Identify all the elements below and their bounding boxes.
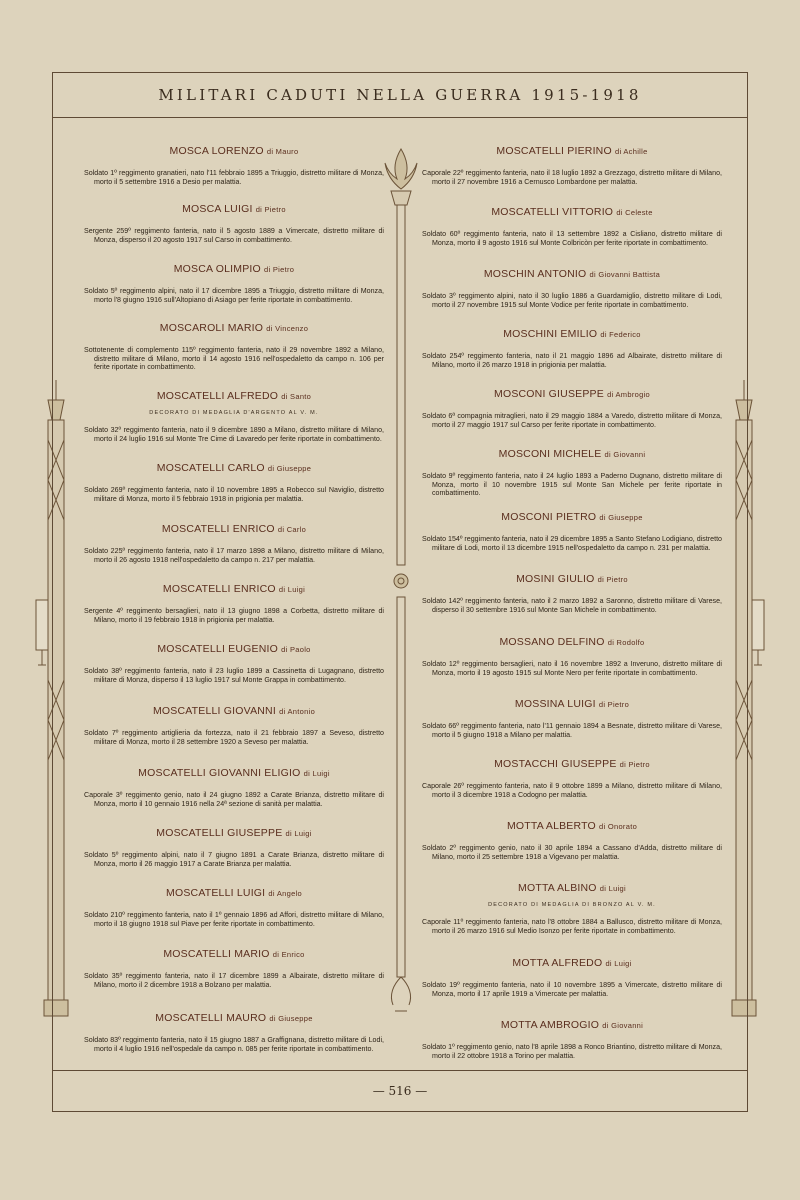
entry-text: Soldato 38º reggimento fanteria, nato il 23 luglio 1899 a Cassinetta di Lugagnano, distretto militare di Monza, disperso il 13 luglio 1917 sul Monte Grappa in combattimento.	[84, 667, 384, 684]
entry-name: MOSCATELLI GIOVANNI di Antonio	[152, 705, 316, 717]
entry-text: Soldato 254º reggimento fanteria, nato il 21 maggio 1896 ad Albairate, distretto militare di Milano, morto il 26 marzo 1918 in prigionia per malattia.	[422, 352, 722, 369]
entry-name: MOSCHIN ANTONIO di Giovanni Battista	[483, 268, 661, 280]
entry	[84, 827, 384, 868]
entry-text: Sergente 259º reggimento fanteria, nato il 5 agosto 1889 a Vimercate, distretto militare di Monza, disperso il 20 agosto 1917 sul Carso in combattimento.	[84, 227, 384, 244]
entry-text: Soldato 142º reggimento fanteria, nato il 2 marzo 1892 a Saronno, distretto militare di Varese, disperso il 30 settembre 1916 sul Monte San Michele in combattimento.	[422, 597, 722, 614]
entry	[422, 206, 722, 247]
entry-text: Sottotenente di complemento 115º reggimento fanteria, nato il 29 novembre 1892 a Milano, distretto militare di Milano, morto il 14 agosto 1916 nell'ospedaletto da campo n. 106 per ferite riportate in combattimento.	[84, 346, 384, 372]
entry	[84, 583, 384, 624]
page-number: — 516 —	[372, 1084, 428, 1098]
entry-text: Soldato 7º reggimento artiglieria da fortezza, nato il 21 febbraio 1897 a Seveso, distretto militare di Monza, morto il 28 settembre 1920 a Seveso per malattia.	[84, 729, 384, 746]
entry	[422, 328, 722, 369]
entry	[422, 957, 722, 998]
entry-name: MOTTA AMBROGIO di Giovanni	[500, 1019, 644, 1031]
entry-text: Soldato 3º reggimento alpini, nato il 30 luglio 1886 a Guardamiglio, distretto militare di Lodi, morto il 27 novembre 1915 sul Monte Vodice per ferite riportate in combattimento.	[422, 292, 722, 309]
entry	[84, 643, 384, 684]
entry-text: Soldato 19º reggimento fanteria, nato il 10 novembre 1895 a Vimercate, distretto militare di Monza, morto il 17 aprile 1919 a Vimercate per malattia.	[422, 981, 722, 998]
entry-name: MOSCATELLI MARIO di Enrico	[163, 948, 305, 960]
entry-name: MOTTA ALBINO di Luigi	[518, 882, 626, 894]
entry-text: Caporale 11º reggimento fanteria, nato l'8 ottobre 1884 a Ballusco, distretto militare di Monza, morto il 26 marzo 1916 sul Medio Isonzo per ferite riportate in combattimento.	[422, 918, 722, 935]
entry-name: MOSCATELLI VITTORIO di Celeste	[491, 206, 653, 218]
entry-name: MOSCATELLI PIERINO di Achille	[496, 145, 648, 157]
entry-name: MOSTACCHI GIUSEPPE di Pietro	[494, 758, 650, 770]
entry-name: MOSCATELLI ENRICO di Carlo	[161, 523, 307, 535]
entry-name: MOTTA ALBERTO di Onorato	[506, 820, 638, 832]
entry	[84, 767, 384, 808]
entry	[422, 145, 722, 186]
entry-text: Soldato 5º reggimento alpini, nato il 7 giugno 1891 a Carate Brianza, distretto militare di Monza, morto il 26 maggio 1917 a Carate Brianza per malattia.	[84, 851, 384, 868]
central-torch-divider	[381, 145, 421, 1025]
entry-name: MOSSINA LUIGI di Pietro	[514, 698, 630, 710]
entry-text: Soldato 269º reggimento fanteria, nato il 10 novembre 1895 a Robecco sul Naviglio, distretto militare di Monza, morto il 5 febbraio 1918 in prigionia per malattia.	[84, 486, 384, 503]
entry-name: MOSCATELLI ALFREDO di Santo	[156, 390, 312, 402]
entry-name: MOSCA LUIGI di Pietro	[182, 203, 286, 215]
entry-text: Soldato 225º reggimento fanteria, nato il 17 marzo 1898 a Milano, distretto militare di Milano, morto il 26 agosto 1918 nell'ospedaletto da campo n. 217 per malattia.	[84, 547, 384, 564]
entry-text: Soldato 154º reggimento fanteria, nato il 29 dicembre 1895 a Santo Stefano Lodigiano, distretto militare di Lodi, morto il 13 dicembre 1915 nell'ospedaletto da campo n. 231 per malattia.	[422, 535, 722, 552]
entry-name: MOSCATELLI LUIGI di Angelo	[166, 887, 302, 899]
entry-text: Soldato 66º reggimento fanteria, nato l'11 gennaio 1894 a Besnate, distretto militare di Varese, morto il 5 giugno 1918 a Milano per malattia.	[422, 722, 722, 739]
entry-text: Soldato 2º reggimento genio, nato il 30 aprile 1894 a Cassano d'Adda, distretto militare di Milano, morto il 25 settembre 1918 a Vigevano per malattia.	[422, 844, 722, 861]
entry-text: Soldato 35º reggimento fanteria, nato il 17 dicembre 1899 a Albairate, distretto militare di Milano, morto il 2 dicembre 1918 a Bolzano per malattia.	[84, 972, 384, 989]
entry	[422, 698, 722, 739]
entry-text: Soldato 83º reggimento fanteria, nato il 15 giugno 1887 a Graffignana, distretto militare di Lodi, morto il 4 luglio 1916 nell'ospedale da campo n. 085 per ferite riportate in combattimento.	[84, 1036, 384, 1053]
entry	[84, 887, 384, 928]
entry	[84, 263, 384, 304]
entry	[84, 1012, 384, 1053]
entry	[422, 1019, 722, 1060]
entry	[422, 636, 722, 677]
entry	[84, 203, 384, 244]
entry-name: MOSCHINI EMILIO di Federico	[503, 328, 641, 340]
entry	[422, 820, 722, 861]
medal-note: DECORATO DI MEDAGLIA DI BRONZO AL V. M.	[488, 902, 656, 908]
entry	[422, 511, 722, 552]
entry-text: Soldato 9º reggimento fanteria, nato il 24 luglio 1893 a Paderno Dugnano, distretto militare di Monza, morto il 10 novembre 1915 sul Monte San Michele per ferite riportate in combattimento.	[422, 472, 722, 498]
entry	[84, 390, 384, 443]
entry-text: Soldato 1º reggimento granatieri, nato l'11 febbraio 1895 a Triuggio, distretto militare di Monza, morto il 5 settembre 1916 a Desio per malattia.	[84, 169, 384, 186]
entry-name: MOSINI GIULIO di Pietro	[516, 573, 628, 585]
entry	[422, 882, 722, 935]
entry-text: Caporale 26º reggimento fanteria, nato il 9 ottobre 1899 a Milano, distretto militare di Milano, morto il 3 dicembre 1918 a Codogno per malattia.	[422, 782, 722, 799]
medal-note: DECORATO DI MEDAGLIA D'ARGENTO AL V. M.	[149, 410, 319, 416]
entry	[84, 145, 384, 186]
entry-text: Caporale 3º reggimento genio, nato il 24 giugno 1892 a Carate Brianza, distretto militare di Monza, morto il 10 gennaio 1916 nella 24ª sezione di sanità per malattia.	[84, 791, 384, 808]
entry-text: Soldato 60º reggimento fanteria, nato il 13 settembre 1892 a Cisliano, distretto militare di Monza, morto il 9 agosto 1916 sul Monte Colbricòn per ferite riportate in combattimento.	[422, 230, 722, 247]
footer	[53, 1071, 747, 1111]
entry	[84, 523, 384, 564]
entry-name: MOSSANO DELFINO di Rodolfo	[499, 636, 645, 648]
entry	[84, 462, 384, 503]
entry	[84, 705, 384, 746]
entry-name: MOSCONI GIUSEPPE di Ambrogio	[494, 388, 650, 400]
entry-name: MOSCA OLIMPIO di Pietro	[173, 263, 295, 275]
entry-text: Soldato 6ª compagnia mitraglieri, nato il 29 maggio 1884 a Varedo, distretto militare di Monza, morto il 27 maggio 1917 sul Carso per ferite riportate in combattimento.	[422, 412, 722, 429]
entry-name: MOSCATELLI EUGENIO di Paolo	[157, 643, 311, 655]
entry	[422, 388, 722, 429]
entry	[422, 268, 722, 309]
entry	[422, 573, 722, 614]
entry-name: MOSCATELLI GIUSEPPE di Luigi	[156, 827, 312, 839]
entry-name: MOSCA LORENZO di Mauro	[169, 145, 299, 157]
entry	[422, 758, 722, 799]
entry-text: Soldato 1º reggimento genio, nato l'8 aprile 1898 a Ronco Briantino, distretto militare di Monza, morto il 22 ottobre 1918 a Torino per malattia.	[422, 1043, 722, 1060]
entry	[84, 948, 384, 989]
entry-name: MOSCATELLI ENRICO di Luigi	[162, 583, 306, 595]
entry-name: MOSCATELLI MAURO di Giuseppe	[155, 1012, 313, 1024]
entry-name: MOSCAROLI MARIO di Vincenzo	[159, 322, 309, 334]
entry-text: Sergente 4º reggimento bersaglieri, nato il 13 giugno 1898 a Corbetta, distretto militare di Milano, morto il 19 febbraio 1918 in prigionia per malattia.	[84, 607, 384, 624]
entry-name: MOSCONI MICHELE di Giovanni	[498, 448, 646, 460]
entry-text: Caporale 22º reggimento fanteria, nato il 18 luglio 1892 a Grezzago, distretto militare di Milano, morto il 27 novembre 1916 a Cernusco Lombardone per malattia.	[422, 169, 722, 186]
entry-name: MOTTA ALFREDO di Luigi	[512, 957, 632, 969]
entry-text: Soldato 12º reggimento bersaglieri, nato il 16 novembre 1892 a Inveruno, distretto militare di Monza, morto il 19 agosto 1915 sul Monte Nero per ferite riportate in combattimento.	[422, 660, 722, 677]
entry	[422, 448, 722, 498]
entry-text: Soldato 210º reggimento fanteria, nato il 1º gennaio 1896 ad Affori, distretto militare di Milano, morto il 18 giugno 1918 sul Piave per ferite riportate in combattimento.	[84, 911, 384, 928]
entry	[84, 322, 384, 372]
entry-text: Soldato 5º reggimento alpini, nato il 17 dicembre 1895 a Triuggio, distretto militare di Monza, morto l'8 giugno 1916 sull'Altopiano di Asiago per ferite riportate in combattimento.	[84, 287, 384, 304]
entry-name: MOSCATELLI CARLO di Giuseppe	[156, 462, 312, 474]
entry-text: Soldato 32º reggimento fanteria, nato il 9 dicembre 1890 a Milano, distretto militare di Milano, morto il 24 luglio 1916 sul Monte Tre Cime di Lavaredo per ferite riportate in combattimento.	[84, 426, 384, 443]
entry-name: MOSCONI PIETRO di Giuseppe	[501, 511, 643, 523]
entry-name: MOSCATELLI GIOVANNI ELIGIO di Luigi	[138, 767, 330, 779]
page-title: MILITARI CADUTI NELLA GUERRA 1915-1918	[158, 86, 642, 104]
header	[53, 73, 747, 118]
